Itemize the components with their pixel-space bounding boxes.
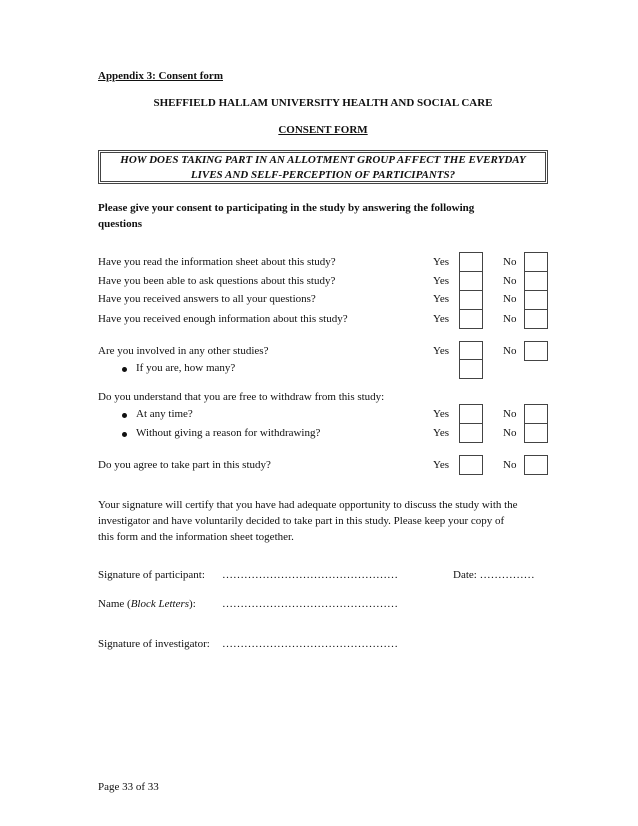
no-label: No (503, 427, 517, 439)
no-label: No (503, 313, 517, 325)
study-title-box (98, 150, 548, 184)
no-checkbox[interactable] (524, 271, 548, 291)
yes-checkbox[interactable] (459, 404, 483, 424)
participant-signature-label: Signature of participant: (98, 569, 205, 581)
yes-label: Yes (433, 293, 450, 305)
no-label: No (503, 256, 517, 268)
yes-checkbox[interactable] (459, 271, 483, 291)
yes-label: Yes (433, 275, 450, 287)
certify-line1: Your signature will certify that you have had adequate opportunity to discuss the study with the (98, 499, 518, 511)
yes-label: Yes (433, 313, 450, 325)
study-title-line1: HOW DOES TAKING PART IN AN ALLOTMENT GROUP AFFECT THE EVERYDAY (120, 154, 526, 166)
no-checkbox[interactable] (524, 252, 548, 272)
no-checkbox[interactable] (524, 290, 548, 310)
instruction-line2: questions (98, 218, 143, 230)
bullet-icon (122, 432, 127, 437)
investigator-signature-label: Signature of investigator: (98, 638, 210, 650)
question-text: Are you involved in any other studies? (98, 345, 269, 357)
bullet-icon (122, 413, 127, 418)
no-label: No (503, 293, 517, 305)
question-text: Have you read the information sheet about this study? (98, 256, 336, 268)
yes-label: Yes (433, 256, 450, 268)
name-label-suffix: ): (189, 598, 196, 610)
participant-signature-line[interactable]: ………………………………………… (222, 569, 398, 581)
name-line[interactable]: ………………………………………… (222, 598, 398, 610)
yes-label: Yes (433, 408, 450, 420)
study-title-line2: LIVES AND SELF-PERCEPTION OF PARTICIPANTS? (190, 169, 456, 181)
page-number: Page 33 of 33 (98, 781, 159, 793)
no-label: No (503, 459, 517, 471)
name-label (98, 598, 196, 610)
yes-checkbox[interactable] (459, 252, 483, 272)
yes-label: Yes (433, 345, 450, 357)
question-text: Have you received enough information about this study? (98, 313, 348, 325)
question-text: If you are, how many? (136, 362, 236, 374)
no-checkbox[interactable] (524, 423, 548, 443)
count-box[interactable] (459, 359, 483, 379)
instruction-line1: Please give your consent to participating in the study by answering the following (98, 202, 475, 214)
no-checkbox[interactable] (524, 341, 548, 361)
bullet-icon (122, 367, 127, 372)
yes-label: Yes (433, 427, 450, 439)
question-text: Do you agree to take part in this study? (98, 459, 271, 471)
no-label: No (503, 345, 517, 357)
form-title: CONSENT FORM (278, 124, 368, 136)
question-text: At any time? (136, 408, 193, 420)
yes-checkbox[interactable] (459, 423, 483, 443)
appendix-heading: Appendix 3: Consent form (98, 70, 223, 82)
question-text: Do you understand that you are free to withdraw from this study: (98, 391, 385, 403)
date-field[interactable]: Date: …………… (453, 569, 535, 581)
certify-line3: this form and the information sheet together. (98, 531, 294, 543)
no-checkbox[interactable] (524, 404, 548, 424)
no-checkbox[interactable] (524, 455, 548, 475)
no-label: No (503, 408, 517, 420)
name-label-italic: Block Letters (130, 598, 190, 610)
yes-checkbox[interactable] (459, 309, 483, 329)
no-label: No (503, 275, 517, 287)
certify-line2: investigator and have voluntarily decided to take part in this study. Please keep your copy of (98, 515, 505, 527)
no-checkbox[interactable] (524, 309, 548, 329)
yes-checkbox[interactable] (459, 455, 483, 475)
question-text: Without giving a reason for withdrawing? (136, 427, 321, 439)
university-heading: SHEFFIELD HALLAM UNIVERSITY HEALTH AND SOCIAL CARE (153, 97, 493, 109)
yes-checkbox[interactable] (459, 341, 483, 361)
name-label-prefix: Name ( (98, 598, 131, 610)
question-text: Have you received answers to all your questions? (98, 293, 316, 305)
question-text: Have you been able to ask questions about this study? (98, 275, 336, 287)
yes-checkbox[interactable] (459, 290, 483, 310)
investigator-signature-line[interactable]: ………………………………………… (222, 638, 398, 650)
yes-label: Yes (433, 459, 450, 471)
